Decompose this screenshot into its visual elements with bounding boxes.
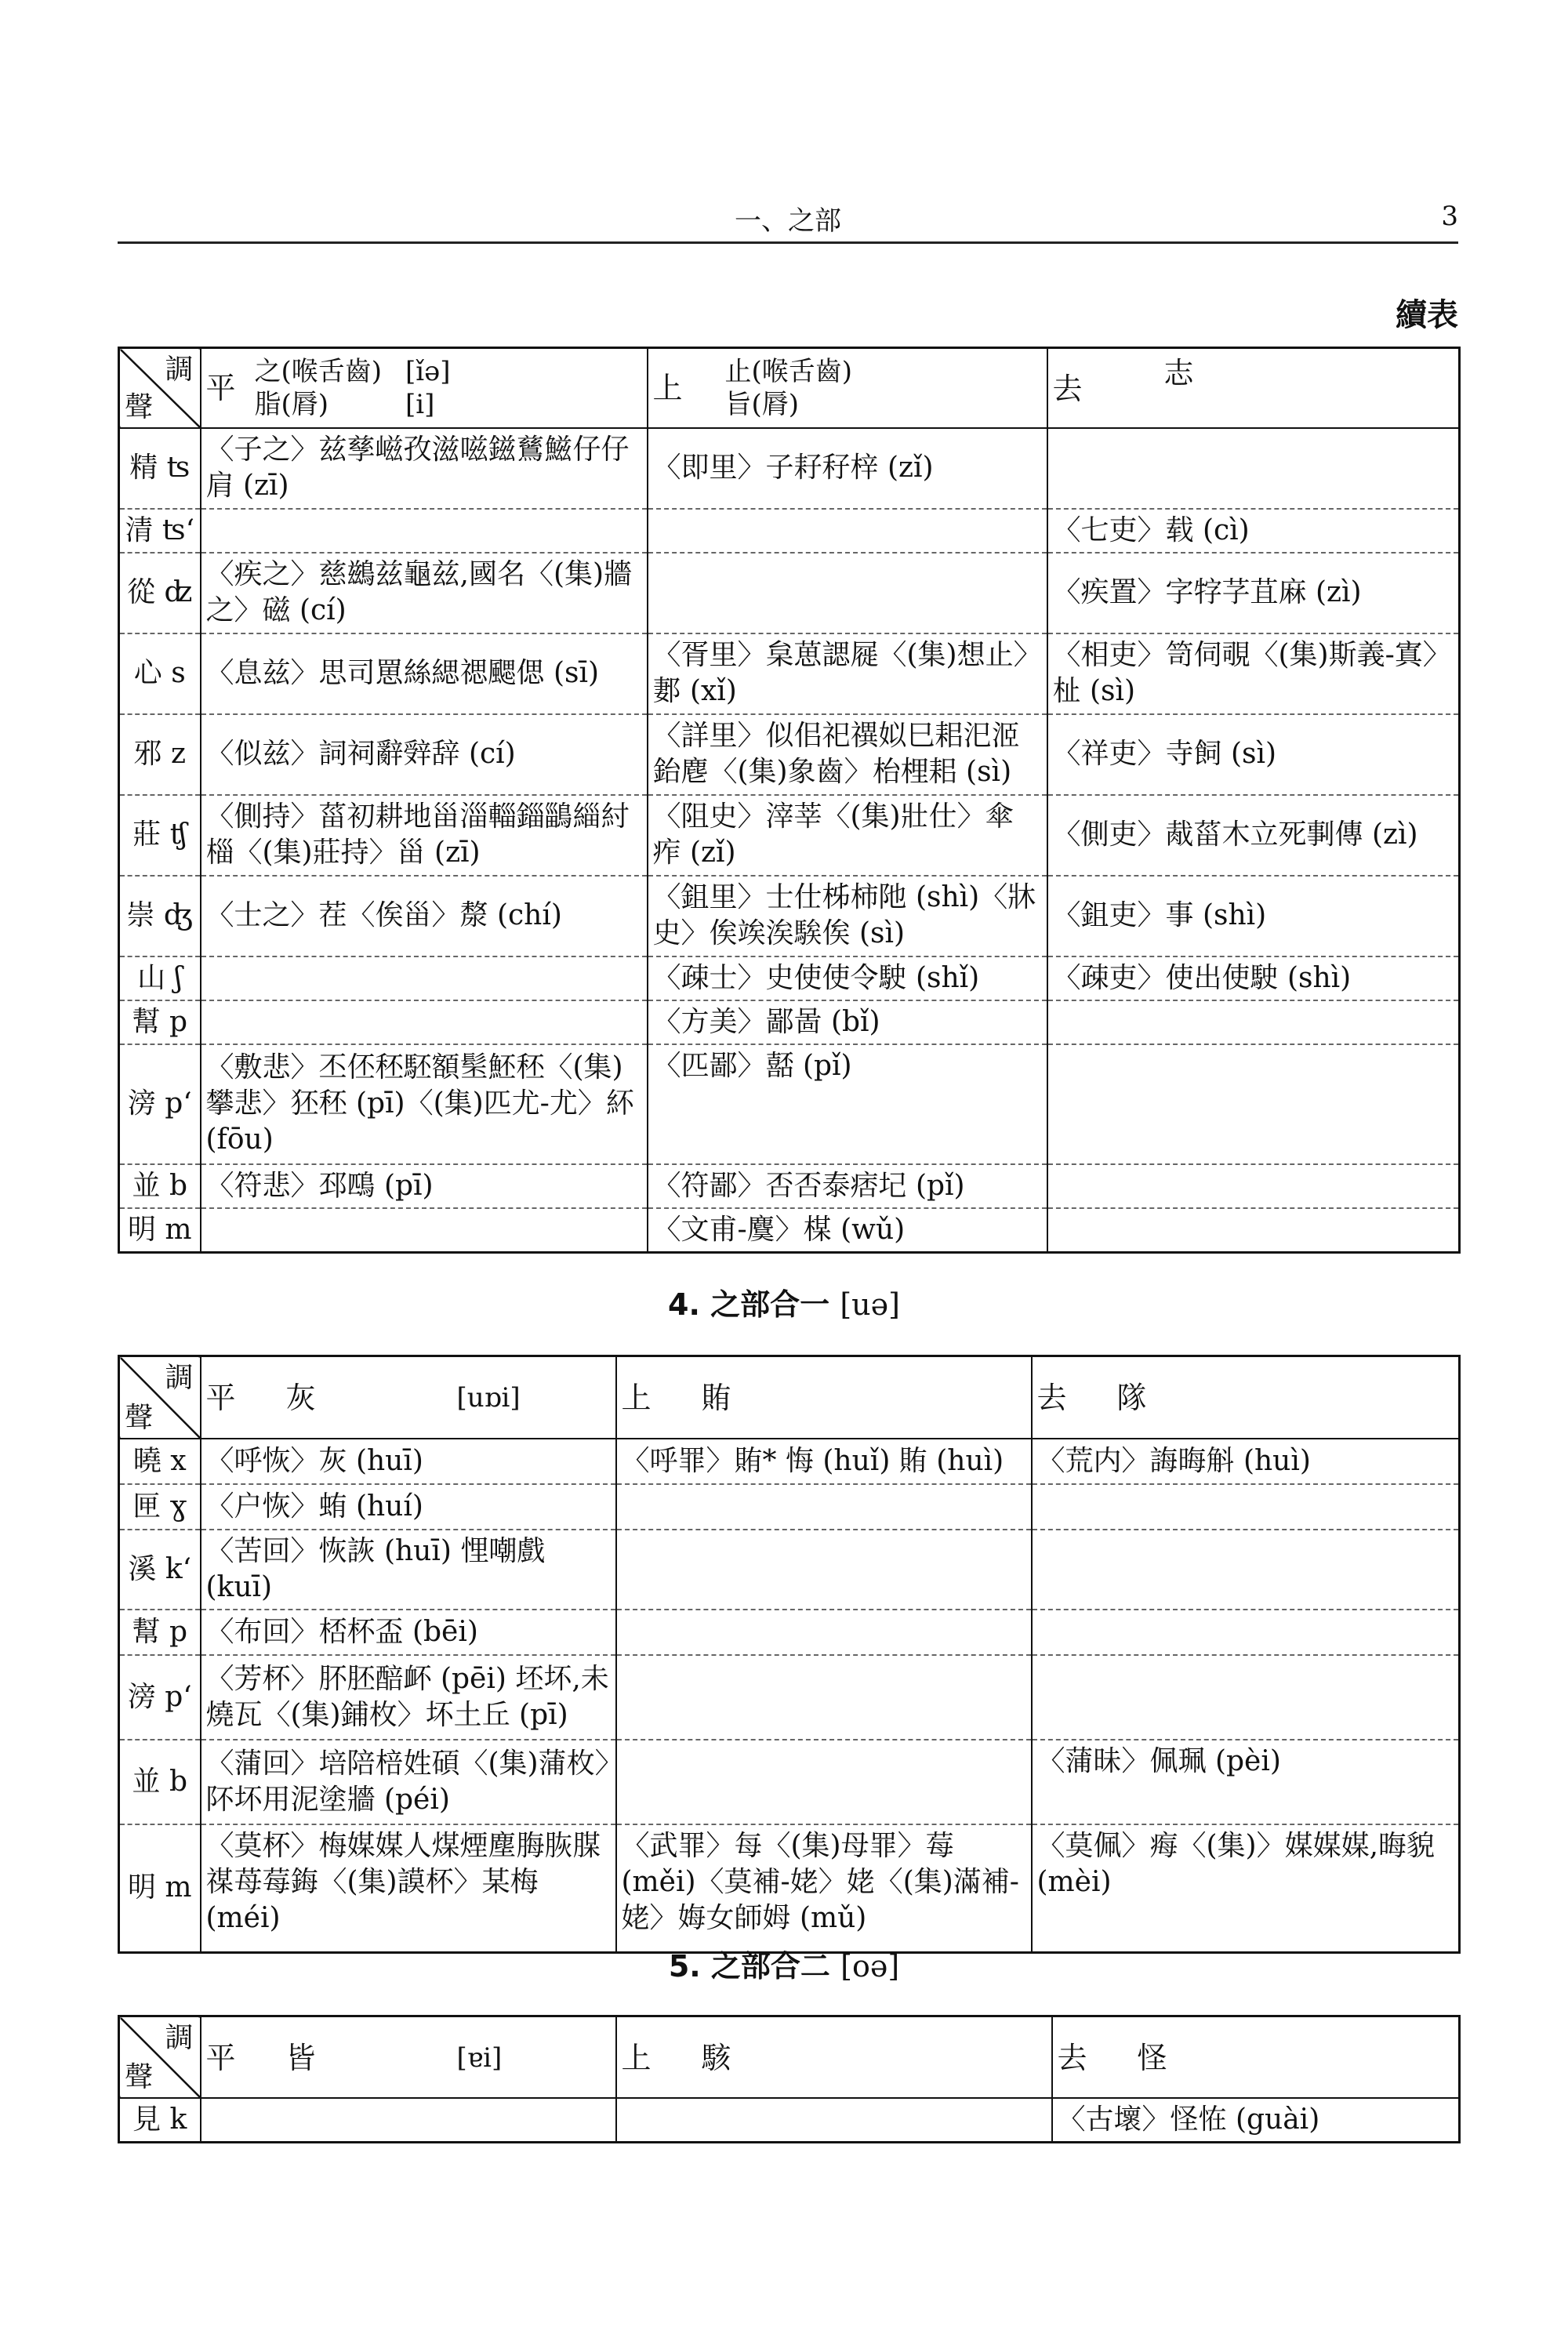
ping-cell: 〈芳杯〉肧胚醅衃 (pēi) 坯坏,未燒瓦〈(集)鋪枚〉坏土丘 (pī) [201,1655,616,1740]
rime-head: 賄 [701,1381,731,1416]
initial-cell: 並 b [119,1164,201,1208]
tone-qu: 去 [1052,371,1083,406]
ping-cell: 〈苦回〉恢詼 (huī) 悝嘲戲 (kuī) [201,1530,616,1610]
initial-cell: 幫 p [119,1000,201,1044]
initial-cell: 溪 kʻ [119,1530,201,1610]
header-shang [616,1356,1032,1439]
tone-shang: 上 [621,1381,652,1416]
qu-cell: 〈側吏〉胾菑木立死剚傳 (zì) [1047,795,1460,876]
table-row [119,633,1460,714]
header-qu [1032,1356,1460,1439]
initial-label: 聲 [125,390,154,423]
table-row [119,1164,1460,1208]
initial-cell: 曉 x [119,1439,201,1484]
tone-ping: 平 [205,1381,236,1416]
tone-qu: 去 [1057,2040,1087,2075]
qu-cell: 〈荒内〉誨晦斛 (huì) [1032,1439,1460,1484]
initial-cell: 莊 ʧ [119,795,201,876]
initial-cell: 幫 p [119,1610,201,1655]
initial-label: 聲 [125,2060,154,2093]
initial-cell: 滂 pʻ [119,1655,201,1740]
header-shang [648,348,1047,428]
qu-cell [1032,1610,1460,1655]
header-shang [616,2016,1052,2098]
header-qu [1052,2016,1460,2098]
initial-label: 聲 [125,1401,154,1434]
ping-cell: 〈子之〉兹孳嵫孜滋嗞鎡鶿鰦仔仔肩 (zī) [201,428,648,509]
qu-cell [1047,428,1460,509]
shang-cell [616,1484,1032,1530]
tone-ping: 平 [205,370,236,405]
initial-cell: 明 m [119,1824,201,1953]
shang-cell [616,1655,1032,1740]
initial-cell: 並 b [119,1740,201,1824]
table-row [119,795,1460,876]
table-header-row [119,348,1460,428]
initial-cell: 匣 ɣ [119,1484,201,1530]
ping-cell: 〈似兹〉詞祠辭辤辞 (cí) [201,714,648,795]
page-number: 3 [1441,201,1458,232]
shang-cell: 〈詳里〉似佀祀禩姒巳耜汜洍鈶麀〈(集)象齒〉枱梩耜 (sì) [648,714,1047,795]
rime-2: 旨(脣) [724,388,800,420]
section-title-text: 4. 之部合一 [668,1287,830,1322]
qu-cell: 〈相吏〉笥伺覗〈(集)斯義-寘〉杫 (sì) [1047,633,1460,714]
qu-cell [1032,1484,1460,1530]
qu-cell [1047,1000,1460,1044]
section-title-ipa: [uə] [840,1287,900,1322]
header-ping [201,2016,616,2098]
rime-head: 皆 [285,2040,316,2075]
shang-cell [648,553,1047,633]
shang-cell: 〈符鄙〉否否泰痞圮 (pǐ) [648,1164,1047,1208]
ping-cell [201,956,648,1000]
table-row [119,553,1460,633]
diagonal-header-cell [119,1356,201,1439]
table-row [119,1610,1460,1655]
initial-cell: 見 k [119,2098,201,2143]
rime-table-1 [118,347,1461,1254]
qu-cell: 〈七吏〉载 (cì) [1047,509,1460,553]
shang-cell: 〈武罪〉每〈(集)母罪〉莓 (měi)〈莫補-姥〉姥〈(集)滿補-姥〉娒女師姆 (mǔ) [616,1824,1032,1953]
rime-2: 脂(脣) [254,388,329,420]
tone-ping: 平 [205,2040,236,2075]
ping-cell: 〈士之〉茬〈俟甾〉漦 (chí) [201,876,648,956]
tone-shang: 上 [652,370,683,405]
header-ping [201,1356,616,1439]
rime-1: 止(喉舌齒) [724,355,853,387]
rime-list [725,355,853,421]
ping-cell: 〈莫杯〉梅媒媒人煤煙塵脢脄腜禖苺莓鋂〈(集)謨杯〉某梅 (méi) [201,1824,616,1953]
initial-cell: 精 ʦ [119,428,201,509]
rime-list [255,355,383,421]
qu-cell [1032,1655,1460,1740]
tone-shang: 上 [621,2040,652,2075]
shang-cell [616,1610,1032,1655]
initial-cell: 山 ʃ [119,956,201,1000]
initial-cell: 從 ʣ [119,553,201,633]
initial-cell: 邪 z [119,714,201,795]
section-title-text: 5. 之部合二 [668,1949,830,1984]
table-row [119,1530,1460,1610]
ping-cell: 〈户恢〉蛕 (huí) [201,1484,616,1530]
shang-cell: 〈匹鄙〉嚭 (pǐ) [648,1044,1047,1164]
tone-label: 調 [165,2022,194,2054]
continued-label: 續表 [1396,296,1458,333]
ipa-list [405,355,451,421]
shang-cell [648,509,1047,553]
shang-cell: 〈即里〉子耔秄梓 (zǐ) [648,428,1047,509]
qu-cell: 〈疾置〉字牸芓苴麻 (zì) [1047,553,1460,633]
qu-cell: 〈鉏吏〉事 (shì) [1047,876,1460,956]
ipa-1: [ǐə] [405,355,451,387]
qu-cell: 〈蒲昧〉佩珮 (pèi) [1032,1740,1460,1824]
header-qu [1047,348,1460,428]
rime-head: 灰 [285,1381,316,1416]
ping-cell: 〈息兹〉思司罳絲緦禗颸偲 (sī) [201,633,648,714]
rime-head: 隊 [1116,1381,1147,1416]
table-row [119,1208,1460,1253]
ping-cell: 〈呼恢〉灰 (huī) [201,1439,616,1484]
ping-cell [201,509,648,553]
rime-head: 志 [1163,355,1194,390]
ping-cell: 〈疾之〉慈鷀兹龜兹,國名〈(集)牆之〉磁 (cí) [201,553,648,633]
rime-ipa: [uɒi] [456,1382,521,1414]
table-row [119,428,1460,509]
shang-cell [616,2098,1052,2143]
table-row [119,1740,1460,1824]
shang-cell [616,1530,1032,1610]
qu-cell [1032,1530,1460,1610]
qu-cell: 〈祥吏〉寺飼 (sì) [1047,714,1460,795]
qu-cell [1047,1164,1460,1208]
qu-cell [1047,1208,1460,1253]
ipa-2: [i] [405,388,435,420]
shang-cell: 〈方美〉鄙啚 (bǐ) [648,1000,1047,1044]
shang-cell: 〈文甫-麌〉楳 (wǔ) [648,1208,1047,1253]
shang-cell: 〈阻史〉滓莘〈(集)壯仕〉傘痄 (zǐ) [648,795,1047,876]
rime-head: 怪 [1137,2040,1167,2075]
ping-cell [201,1000,648,1044]
table-row [119,1824,1460,1953]
table-row [119,1484,1460,1530]
diagonal-header-cell [119,2016,201,2098]
table-row [119,509,1460,553]
ping-cell: 〈布回〉桮杯盃 (bēi) [201,1610,616,1655]
initial-cell: 崇 ʤ [119,876,201,956]
shang-cell: 〈鉏里〉士仕柹柿阤 (shì)〈牀史〉俟竢涘騃俟 (sì) [648,876,1047,956]
qu-cell: 〈莫佩〉痗〈(集)〉媒媒媒,晦貌 (mèi) [1032,1824,1460,1953]
shang-cell: 〈疎士〉史使使令駛 (shǐ) [648,956,1047,1000]
rime-1: 之(喉舌齒) [254,355,383,387]
section-title-5 [0,1942,1568,1985]
running-head [118,196,1458,244]
table-row [119,1655,1460,1740]
table-header-row [119,2016,1460,2098]
initial-cell: 心 s [119,633,201,714]
shang-cell: 〈胥里〉枲葸諰屣〈(集)想止〉郪 (xǐ) [648,633,1047,714]
table-row [119,2098,1460,2143]
shang-cell [616,1740,1032,1824]
rime-ipa: [ɐi] [456,2042,503,2074]
qu-cell: 〈疎吏〉使出使駛 (shì) [1047,956,1460,1000]
ping-cell: 〈敷悲〉丕伾秠駓額髬魾秠〈(集)攀悲〉狉秠 (pī)〈(集)匹尤-尤〉紑 (fōu) [201,1044,648,1164]
qu-cell [1047,1044,1460,1164]
rime-table-5 [118,2015,1461,2143]
initial-cell: 清 ʦʻ [119,509,201,553]
table-row [119,1000,1460,1044]
tone-qu: 去 [1036,1381,1067,1416]
header-ping [201,348,648,428]
section-heading: 一、之部 [735,205,841,237]
ping-cell: 〈符悲〉邳鴄 (pī) [201,1164,648,1208]
diagonal-header-cell [119,348,201,428]
ping-cell: 〈蒲回〉培陪棓姓碩〈(集)蒲枚〉阫坏用泥塗牆 (péi) [201,1740,616,1824]
table-row [119,1044,1460,1164]
rime-table-4 [118,1355,1461,1954]
table-row [119,714,1460,795]
ping-cell [201,1208,648,1253]
qu-cell: 〈古壞〉怪恠 (guài) [1052,2098,1460,2143]
table-header-row [119,1356,1460,1439]
table-row [119,1439,1460,1484]
section-title-4 [0,1280,1568,1323]
rime-head: 駭 [701,2040,731,2075]
table-row [119,956,1460,1000]
initial-cell: 滂 pʻ [119,1044,201,1164]
section-title-ipa: [oə] [840,1949,900,1984]
table-row [119,876,1460,956]
tone-label: 調 [165,1362,194,1394]
initial-cell: 明 m [119,1208,201,1253]
tone-label: 調 [165,354,194,386]
ping-cell: 〈側持〉菑初耕地甾淄輜錙鶅緇紂椔〈(集)莊持〉甾 (zī) [201,795,648,876]
ping-cell [201,2098,616,2143]
shang-cell: 〈呼罪〉賄* 悔 (huǐ) 賄 (huì) [616,1439,1032,1484]
